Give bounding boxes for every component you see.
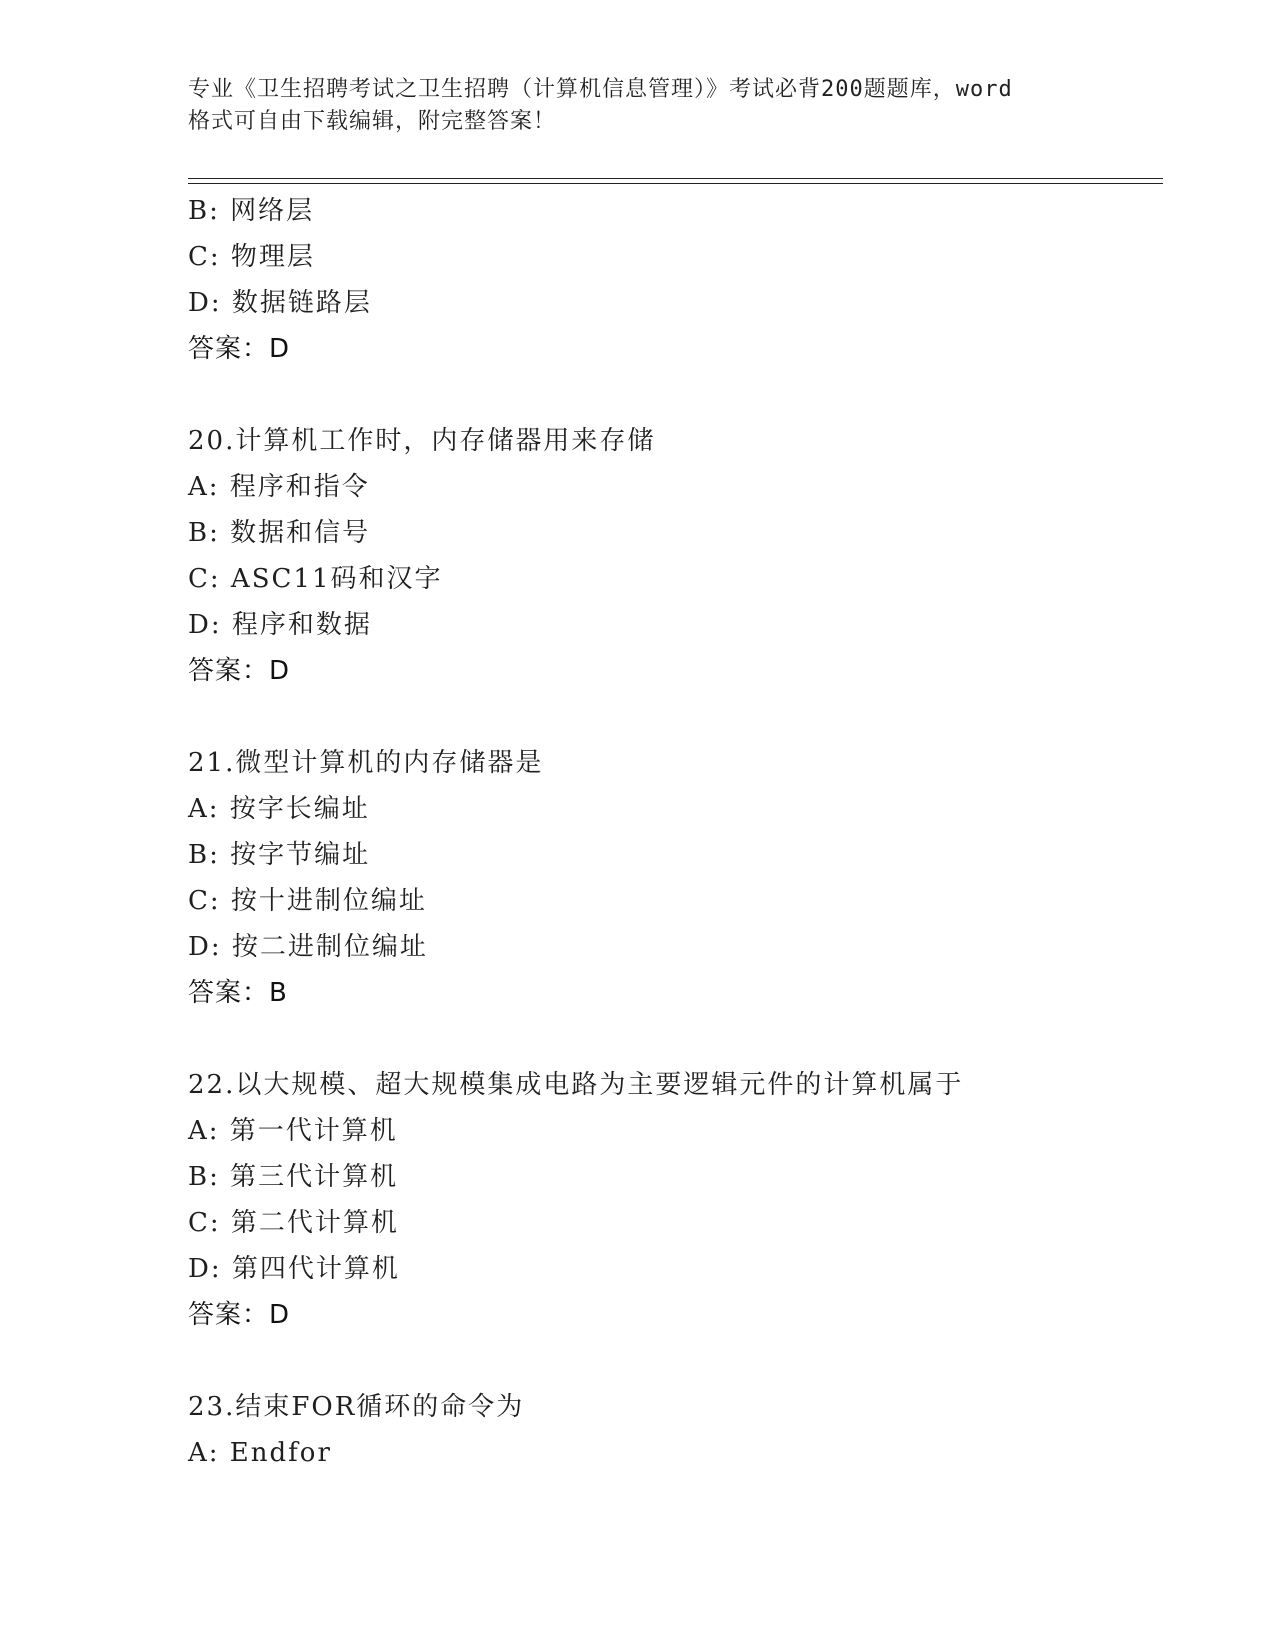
question-21 [188, 740, 1163, 1016]
spacer [188, 1338, 1163, 1384]
header-line-1: 专业《卫生招聘考试之卫生招聘（计算机信息管理）》考试必背200题题库，word [188, 77, 1013, 102]
question-fragment [188, 188, 1163, 372]
option-d: D: 按二进制位编址 [188, 932, 428, 962]
header-line-2: 格式可自由下载编辑，附完整答案！ [188, 109, 557, 134]
option-b: B: 网络层 [188, 196, 315, 226]
answer-line: 答案：D [188, 334, 291, 364]
option-a: A: 程序和指令 [188, 472, 370, 502]
header-divider-bottom [188, 183, 1163, 184]
answer-line: 答案：D [188, 656, 291, 686]
spacer [188, 694, 1163, 740]
question-20 [188, 418, 1163, 694]
question-22 [188, 1062, 1163, 1338]
option-b: B: 数据和信号 [188, 518, 371, 548]
option-c: C: ASC11码和汉字 [188, 564, 443, 594]
option-c: C: 物理层 [188, 242, 315, 272]
answer-line: 答案：D [188, 1300, 291, 1330]
option-b: B: 按字节编址 [188, 840, 371, 870]
option-d: D: 程序和数据 [188, 610, 372, 640]
answer-line: 答案：B [188, 978, 288, 1008]
option-c: C: 按十进制位编址 [188, 886, 427, 916]
option-c: C: 第二代计算机 [188, 1208, 399, 1238]
spacer [188, 1016, 1163, 1062]
option-d: D: 数据链路层 [188, 288, 372, 318]
header-divider-top [188, 178, 1163, 179]
question-title: 21.微型计算机的内存储器是 [188, 748, 544, 778]
option-a: A: 第一代计算机 [188, 1116, 398, 1146]
option-d: D: 第四代计算机 [188, 1254, 400, 1284]
option-b: B: 第三代计算机 [188, 1162, 399, 1192]
question-title: 23.结束FOR循环的命令为 [188, 1392, 525, 1422]
question-title: 22.以大规模、超大规模集成电路为主要逻辑元件的计算机属于 [188, 1070, 964, 1100]
spacer [188, 372, 1163, 418]
question-list [188, 188, 1163, 1476]
option-a: A: 按字长编址 [188, 794, 370, 824]
question-title: 20.计算机工作时，内存储器用来存储 [188, 426, 656, 456]
document-header [188, 74, 1088, 138]
option-a: A: Endfor [188, 1438, 332, 1468]
question-23 [188, 1384, 1163, 1476]
